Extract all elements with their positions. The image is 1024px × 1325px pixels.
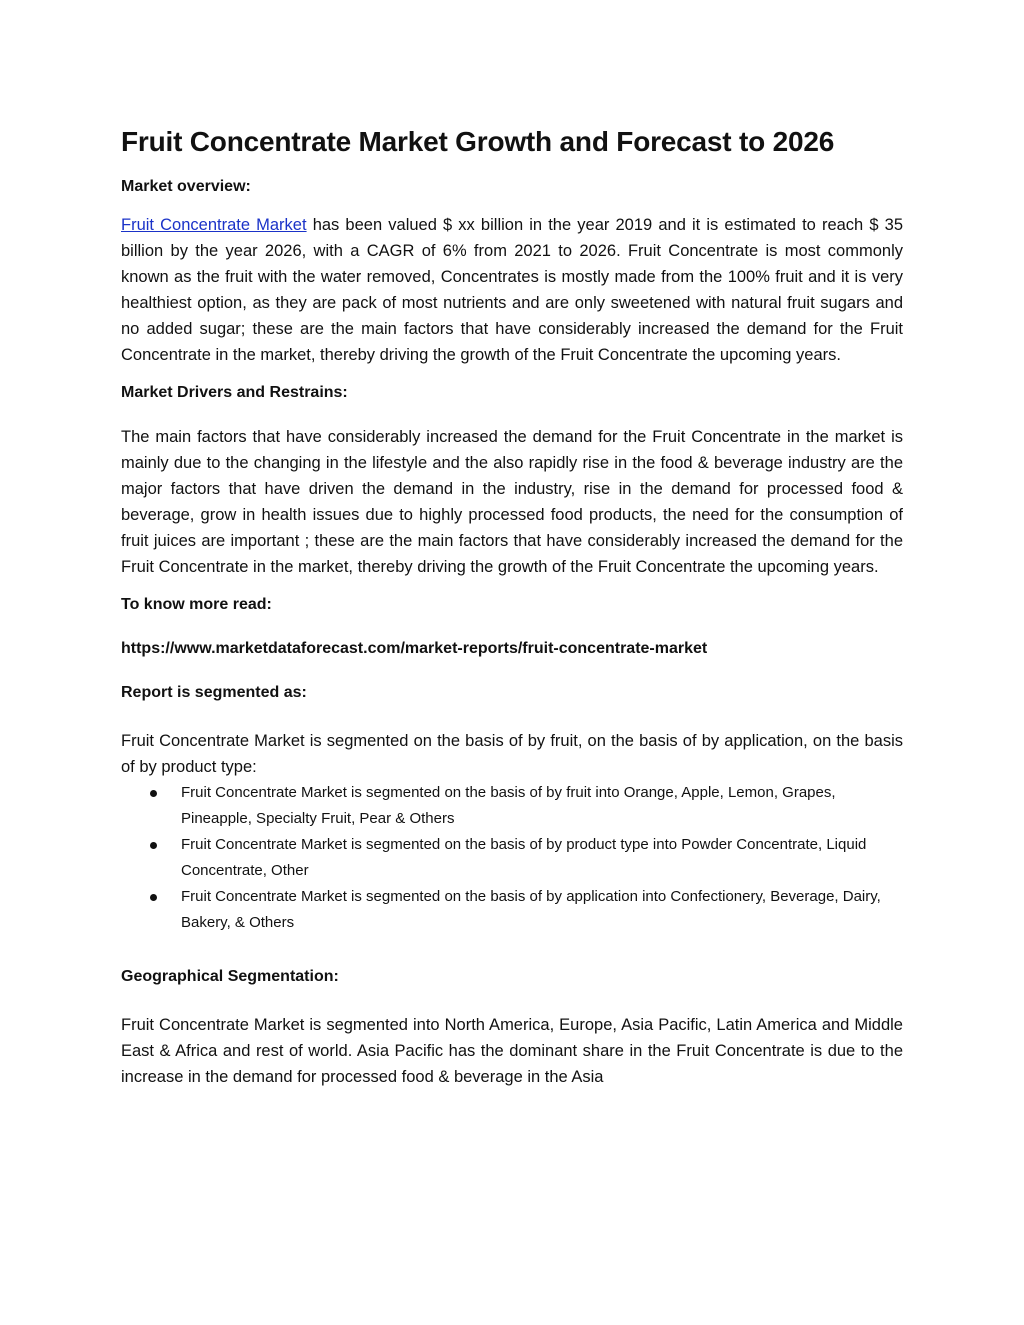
drivers-paragraph: The main factors that have considerably increased the demand for the Fruit Concentrate in the market is mainly due to the changing in the lifestyle and the also rapidly rise in the food & beverage industry are the major factors that have driven the demand in the industry, rise in the demand for processed food & beverage, grow in health issues due to highly processed food products, the need for the consumption of fruit juices are important ; these are the main factors that have considerably increased the demand for the Fruit Concentrate in the market, thereby driving the growth of the Fruit Concentrate the upcoming years.: [121, 428, 903, 576]
segment-item-text: Fruit Concentrate Market is segmented on the basis of by application into Confectionery, Beverage, Dairy, Bakery, & Others: [181, 888, 881, 931]
list-item: [150, 780, 903, 832]
fruit-concentrate-market-link[interactable]: Fruit Concentrate Market: [121, 216, 307, 234]
document-page: [121, 120, 903, 1090]
segment-list: [121, 780, 903, 936]
list-item: [150, 884, 903, 936]
segmented-paragraph: Fruit Concentrate Market is segmented on the basis of by fruit, on the basis of by application, on the basis of by product type:: [121, 732, 903, 776]
bullet-icon: [150, 842, 157, 849]
overview-heading: Market overview:: [121, 178, 251, 195]
read-more-url: https://www.marketdataforecast.com/market-reports/fruit-concentrate-market: [121, 640, 708, 657]
segment-item-text: Fruit Concentrate Market is segmented on the basis of by product type into Powder Concentrate, Liquid Concentrate, Other: [181, 836, 867, 879]
bullet-icon: [150, 790, 157, 797]
list-item: [150, 832, 903, 884]
overview-body: has been valued $ xx billion in the year 2019 and it is estimated to reach $ 35 billion by the year 2026, with a CAGR of 6% from 2021 to 2026. Fruit Concentrate is most commonly known as the fruit with the water removed, Concentrates is mostly made from the 100% fruit and it is very healthiest option, as they are pack of most nutrients and are only sweetened with natural fruit sugars and no added sugar; these are the main factors that have considerably increased the demand for the Fruit Concentrate in the market, thereby driving the growth of the Fruit Concentrate the upcoming years.: [121, 216, 904, 364]
read-more-heading: To know more read:: [121, 596, 272, 613]
drivers-heading: Market Drivers and Restrains:: [121, 384, 348, 401]
geo-paragraph: Fruit Concentrate Market is segmented into North America, Europe, Asia Pacific, Latin America and Middle East & Africa and rest of world. Asia Pacific has the dominant share in the Fruit Concentrate is due to the increase in the demand for processed food & beverage in the Asia: [121, 1016, 903, 1086]
bullet-icon: [150, 894, 157, 901]
overview-paragraph: [121, 212, 903, 368]
segment-item-text: Fruit Concentrate Market is segmented on the basis of by fruit into Orange, Apple, Lemon, Grapes, Pineapple, Specialty Fruit, Pear & Others: [181, 784, 836, 827]
segmented-heading: Report is segmented as:: [121, 684, 307, 701]
document-title: Fruit Concentrate Market Growth and Forecast to 2026: [121, 126, 835, 157]
geo-heading: Geographical Segmentation:: [121, 968, 339, 985]
